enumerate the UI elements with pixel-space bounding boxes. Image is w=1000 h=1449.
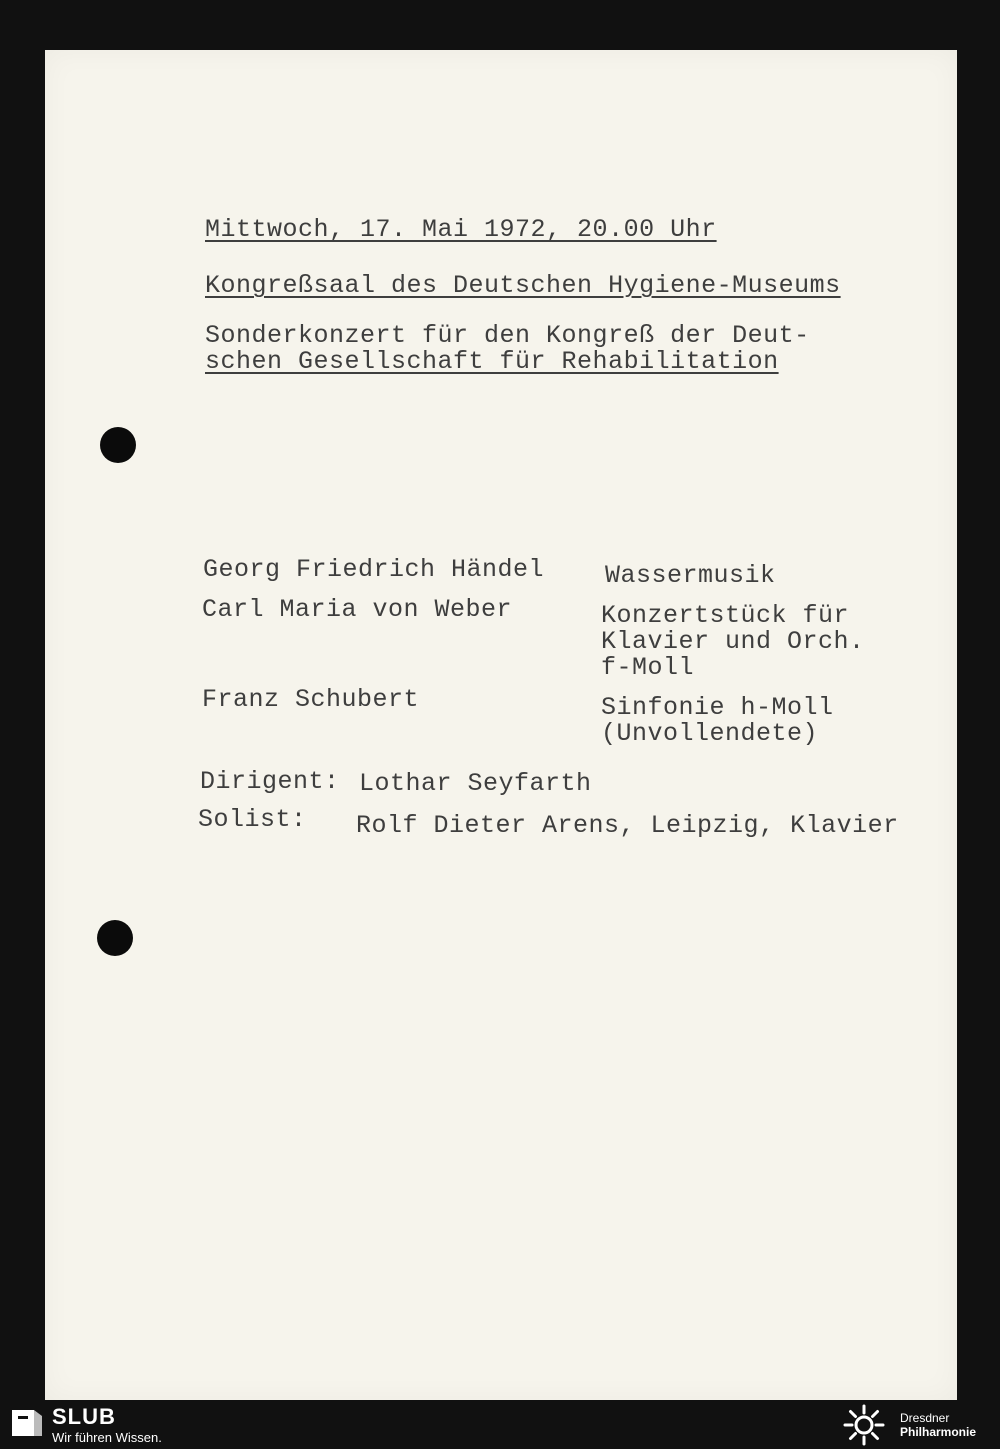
- work-1-line1: Wassermusik: [605, 561, 776, 590]
- concert-title-line1: Sonderkonzert für den Kongreß der Deut-: [205, 321, 810, 350]
- partner-name-line2: Philharmonie: [900, 1425, 977, 1439]
- work-2-line3: f-Moll: [601, 653, 695, 682]
- slub-logo-icon: [10, 1406, 44, 1440]
- library-tagline: Wir führen Wissen.: [52, 1430, 162, 1445]
- work-3-line2: (Unvollendete): [601, 719, 819, 748]
- work-2-line2: Klavier und Orch.: [601, 627, 865, 656]
- document-page: [45, 50, 957, 1400]
- philharmonie-sun-logo-icon: [843, 1404, 885, 1446]
- footer-bar: [0, 1400, 1000, 1449]
- soloist-label: Solist:: [198, 805, 307, 834]
- soloist-name: Rolf Dieter Arens, Leipzig, Klavier: [356, 811, 899, 840]
- composer-1: Georg Friedrich Händel: [203, 555, 545, 584]
- partner-name-line1: Dresdner: [900, 1411, 950, 1425]
- punch-hole-top: [100, 427, 136, 463]
- conductor-label: Dirigent:: [200, 767, 340, 796]
- concert-date: Mittwoch, 17. Mai 1972, 20.00 Uhr: [205, 215, 717, 244]
- concert-venue: Kongreßsaal des Deutschen Hygiene-Museums: [205, 271, 841, 300]
- work-3-line1: Sinfonie h-Moll: [601, 693, 834, 722]
- composer-3: Franz Schubert: [202, 685, 420, 714]
- composer-2: Carl Maria von Weber: [202, 595, 513, 624]
- punch-hole-bottom: [97, 920, 133, 956]
- conductor-name: Lothar Seyfarth: [359, 769, 592, 798]
- library-name: SLUB: [52, 1404, 116, 1429]
- concert-title-line2: schen Gesellschaft für Rehabilitation: [205, 347, 779, 376]
- work-2-line1: Konzertstück für: [601, 601, 850, 630]
